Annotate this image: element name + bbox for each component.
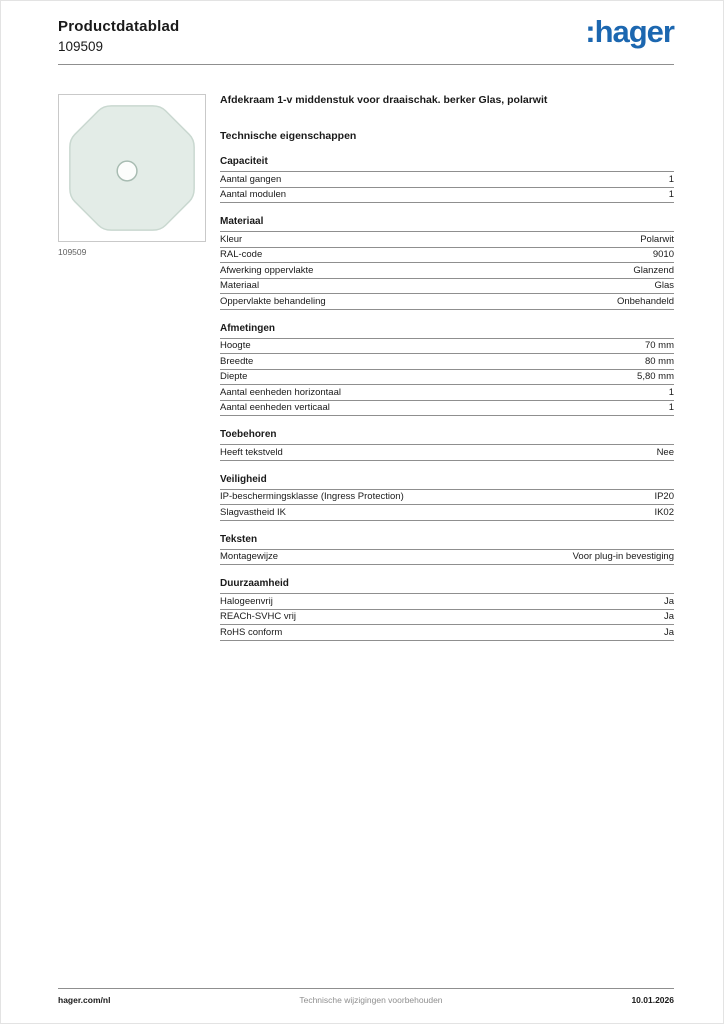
header (58, 14, 674, 65)
spec-value: Polarwit (640, 233, 674, 245)
tech-properties-heading: Technische eigenschappen (220, 130, 357, 142)
spec-row (220, 294, 674, 310)
spec-label: IP-beschermingsklasse (Ingress Protection) (220, 491, 404, 502)
spec-label: Kleur (220, 233, 243, 245)
spec-section (220, 534, 674, 566)
footer-notice: Technische wijzigingen voorbehouden (299, 995, 443, 1005)
spec-row (220, 594, 674, 610)
spec-row (220, 339, 674, 355)
center-hole (117, 161, 137, 181)
footer-site: hager.com/nl (58, 995, 111, 1005)
spec-row (220, 354, 674, 370)
spec-label: Hoogte (220, 340, 251, 351)
product-title: Afdekraam 1-v middenstuk voor draaischak. berker Glas, polarwit (220, 94, 548, 106)
glass-cover-plate-illustration (59, 95, 205, 241)
spec-label: Breedte (220, 355, 254, 367)
footer (58, 988, 674, 1005)
spec-section (220, 216, 674, 310)
spec-value: 1 (668, 386, 674, 398)
spec-row (220, 401, 674, 417)
spec-row (220, 625, 674, 641)
spec-row (220, 610, 674, 626)
spec-value: Onbehandeld (616, 295, 674, 307)
spec-value: 80 mm (644, 355, 674, 367)
spec-label: RoHS conform (220, 626, 283, 638)
spec-column (220, 94, 674, 641)
spec-row (220, 188, 674, 204)
spec-value: IP20 (654, 491, 674, 502)
spec-value: Glanzend (633, 264, 674, 276)
spec-label: Slagvastheid IK (220, 506, 287, 518)
spec-label: Heeft tekstveld (220, 446, 283, 458)
spec-section (220, 474, 674, 521)
spec-value: 1 (668, 173, 674, 185)
spec-label: Halogeenvrij (220, 595, 273, 607)
spec-label: Aantal eenheden verticaal (220, 402, 330, 413)
spec-row (220, 445, 674, 461)
spec-value: Nee (656, 446, 674, 458)
spec-row (220, 263, 674, 279)
spec-label: REACh-SVHC vrij (220, 611, 297, 622)
spec-label: Aantal modulen (220, 189, 287, 200)
section-title: Materiaal (220, 216, 674, 232)
spec-section (220, 578, 674, 641)
spec-value: 5,80 mm (637, 371, 674, 382)
spec-section (220, 156, 674, 203)
spec-value: Ja (663, 595, 674, 607)
spec-row (220, 248, 674, 264)
spec-label: RAL-code (220, 249, 263, 260)
footer-date: 10.01.2026 (631, 995, 674, 1005)
spec-label: Aantal eenheden horizontaal (220, 386, 341, 398)
spec-value: Ja (663, 626, 674, 638)
spec-value: Voor plug-in bevestiging (572, 551, 674, 562)
spec-value: 1 (668, 189, 674, 200)
spec-section (220, 429, 674, 461)
section-title: Toebehoren (220, 429, 674, 445)
spec-value: 1 (668, 402, 674, 413)
spec-label: Afwerking oppervlakte (220, 264, 314, 276)
spec-value: 9010 (652, 249, 674, 260)
section-title: Afmetingen (220, 323, 674, 339)
spec-row (220, 490, 674, 506)
spec-label: Diepte (220, 371, 248, 382)
spec-section (220, 323, 674, 417)
spec-row (220, 232, 674, 248)
product-number: 109509 (58, 39, 104, 54)
spec-value: Glas (654, 280, 674, 291)
spec-row (220, 172, 674, 188)
section-title: Teksten (220, 534, 674, 550)
spec-label: Materiaal (220, 280, 260, 291)
document-title: Productdatablad (58, 18, 180, 35)
spec-value: Ja (663, 611, 674, 622)
spec-row (220, 550, 674, 566)
section-title: Duurzaamheid (220, 578, 674, 594)
product-image-column (58, 94, 206, 257)
spec-row (220, 279, 674, 295)
hager-logo: :hager (585, 14, 674, 49)
section-title: Veiligheid (220, 474, 674, 490)
spec-label: Aantal gangen (220, 173, 282, 185)
spec-row (220, 505, 674, 521)
section-title: Capaciteit (220, 156, 674, 172)
image-caption: 109509 (58, 247, 87, 257)
spec-label: Montagewijze (220, 551, 279, 562)
spec-value: IK02 (654, 506, 674, 518)
spec-sections (220, 156, 674, 641)
product-image (58, 94, 206, 242)
spec-label: Oppervlakte behandeling (220, 295, 326, 307)
spec-value: 70 mm (644, 340, 674, 351)
spec-row (220, 370, 674, 386)
spec-row (220, 385, 674, 401)
